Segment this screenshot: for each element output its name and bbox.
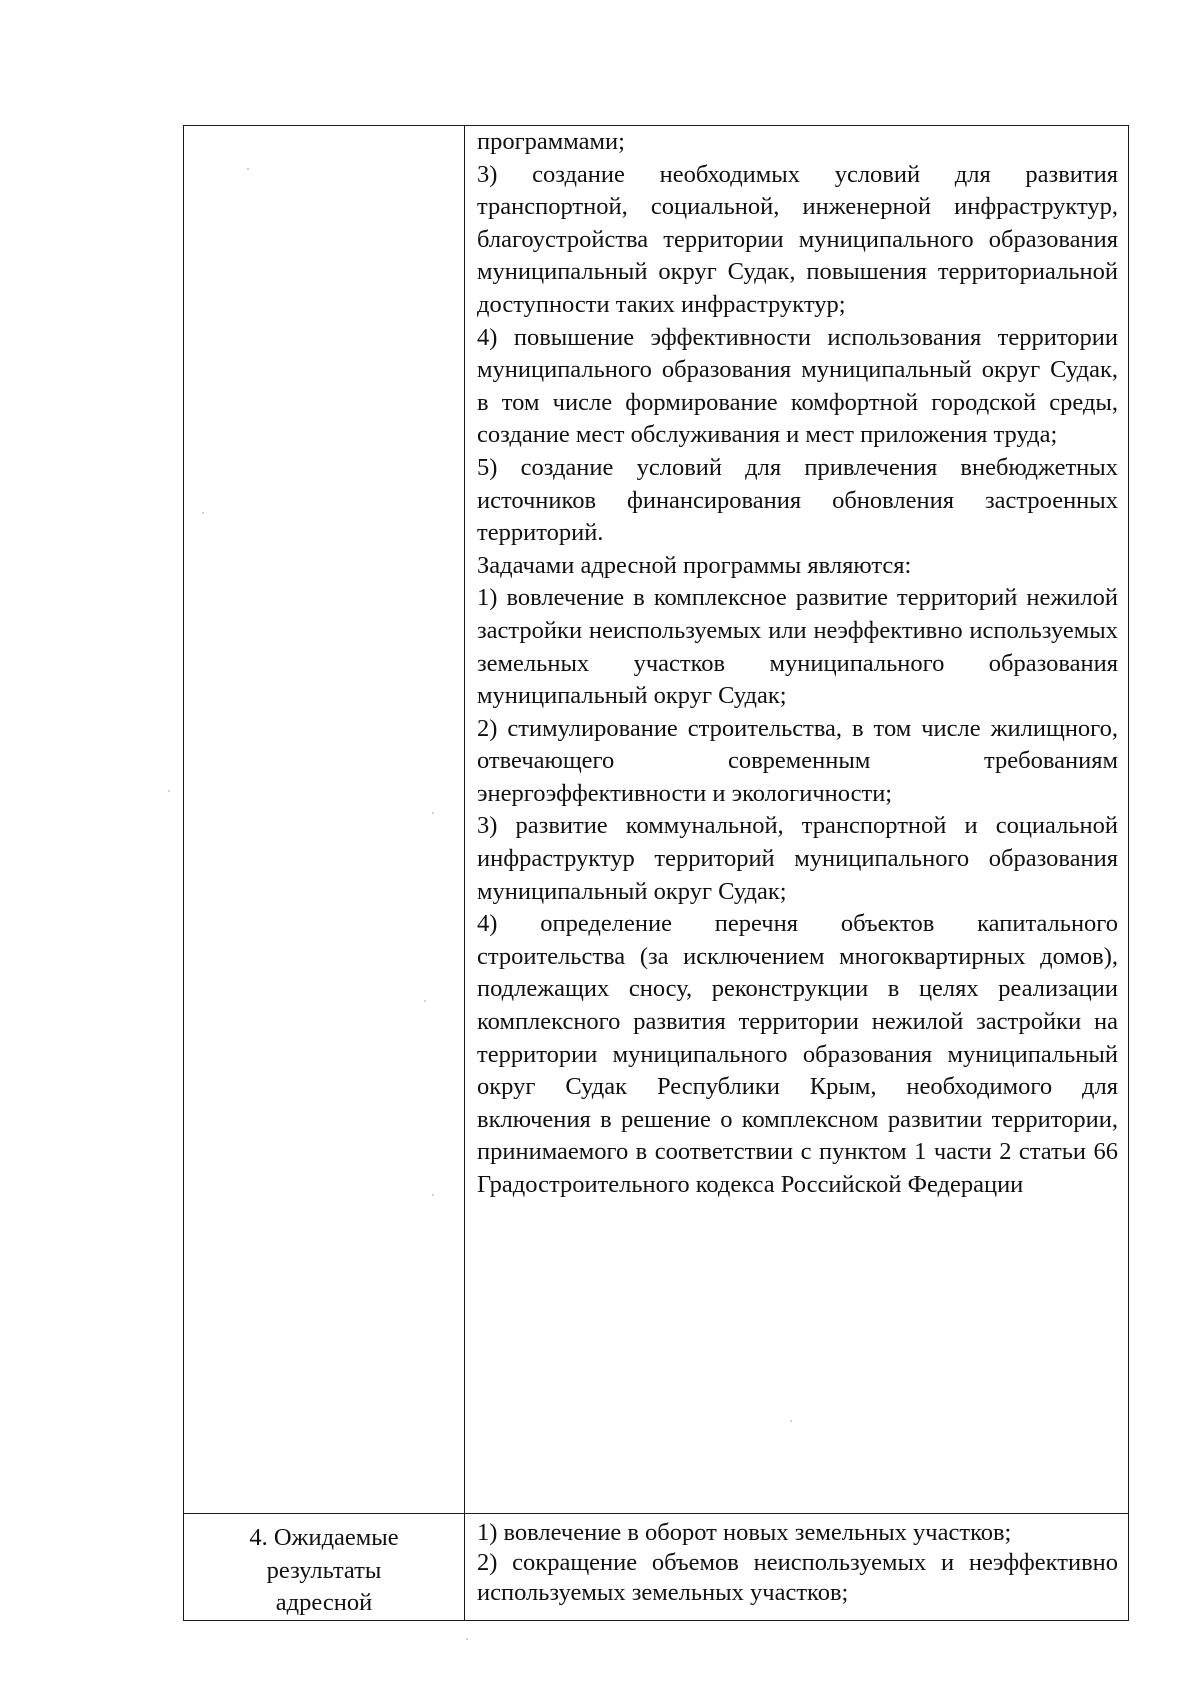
scan-speck <box>202 512 204 514</box>
paragraph: 1) вовлечение в комплексное развитие территорий нежилой застройки неиспользуемых или неэффективно используемых земельных участков муниципального образования муниципальный округ Судак; <box>477 584 1118 710</box>
row-label-line: 4. Ожидаемые <box>249 1524 399 1551</box>
scan-speck <box>424 1000 426 1002</box>
paragraph: 2) стимулирование строительства, в том числе жилищного, отвечающего современным требованиям энергоэффективности и экологичности; <box>477 714 1118 807</box>
scan-speck <box>432 1194 434 1196</box>
row-label-line: результаты <box>266 1556 382 1584</box>
scan-speck <box>466 1638 468 1640</box>
paragraph: 4) определение перечня объектов капитального строительства (за исключением многоквартирных домов), подлежащих сносу, реконструкции в целях реализации комплексного развития территории нежилой застройки на территории муниципального образования муниципальный округ Судак Республики Крым, необходимого для включения в решение о комплексном развитии территории, принимаемого в соответствии с пунктом 1 части 2 статьи 66 Градостроительного кодекса Российской Федерации <box>477 910 1118 1198</box>
row-label-line: адресной <box>275 1589 373 1617</box>
paragraph: 3) создание необходимых условий для развития транспортной, социальной, инженерной инфраструктур, благоустройства территории муниципального образования муниципальный округ Судак, повышения территориальной доступности таких инфраструктур; <box>477 160 1118 318</box>
paragraph: 2) сокращение объемов неиспользуемых и неэффективно используемых земельных участков; <box>477 1549 1118 1606</box>
row-content-cell <box>465 126 1129 1514</box>
paragraph: программами; <box>477 128 625 155</box>
paragraph: 3) развитие коммунальной, транспортной и социальной инфраструктур территорий муниципального образования муниципальный округ Судак; <box>477 812 1118 905</box>
row-label-cell <box>184 1514 465 1621</box>
program-passport-table <box>183 125 1129 1621</box>
paragraph: 5) создание условий для привлечения внебюджетных источников финансирования обновления застроенных территорий. <box>477 453 1118 547</box>
scan-speck <box>168 790 170 792</box>
paragraph: 4) повышение эффективности использования территории муниципального образования муниципальный округ Судак, в том числе формирование комфортной городской среды, создание мест обслуживания и мест приложения труда; <box>477 323 1118 449</box>
table-row <box>184 1514 1129 1621</box>
row-content-cell <box>465 1514 1129 1621</box>
paragraph: 1) вовлечение в оборот новых земельных участков; <box>477 1519 1012 1546</box>
table-row <box>184 126 1129 1514</box>
scan-speck <box>432 812 434 814</box>
row-label-cell <box>184 126 465 1514</box>
scan-speck <box>247 168 249 170</box>
paragraph: Задачами адресной программы являются: <box>477 551 912 579</box>
scan-speck <box>790 1420 792 1422</box>
